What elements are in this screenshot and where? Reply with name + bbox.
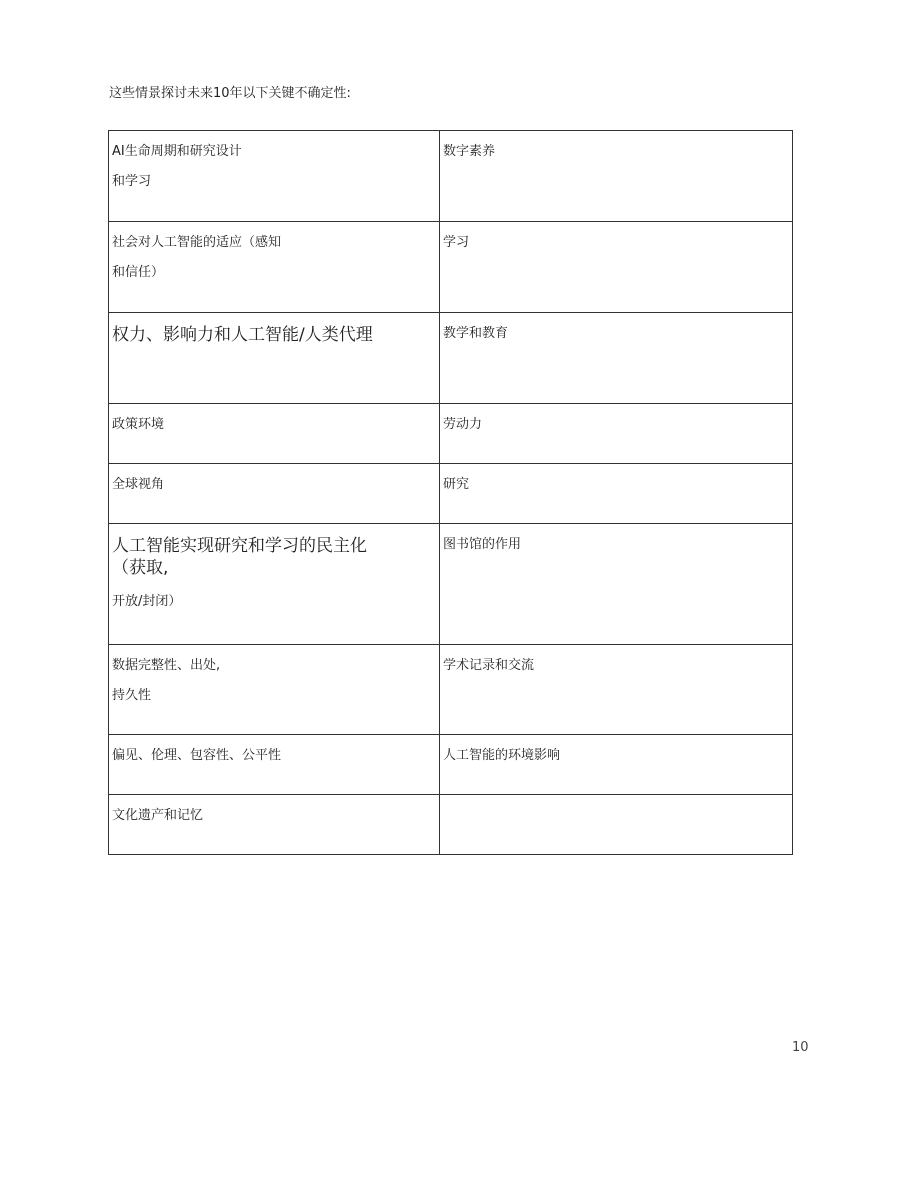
cell-line: 社会对人工智能的适应（感知 [112,235,282,250]
table-cell [109,131,440,222]
cell-line: 图书馆的作用 [443,537,522,552]
table-cell [440,404,793,464]
cell-line: 持久性 [112,688,152,703]
cell-line: 全球视角 [112,477,165,492]
cell-line: 学术记录和交流 [443,658,535,673]
table-cell [440,645,793,735]
table-cell [440,735,793,795]
table-row [109,645,793,735]
table-cell [109,735,440,795]
table-cell [440,464,793,524]
cell-line: 人工智能实现研究和学习的民主化 [112,536,367,556]
table-row [109,313,793,404]
page-number: 10 [792,1040,809,1055]
cell-line: 劳动力 [443,417,483,432]
table-cell [109,645,440,735]
table-cell [109,404,440,464]
cell-line: 和信任） [112,265,165,280]
cell-line: AI生命周期和研究设计 [112,144,242,159]
cell-line: 研究 [443,477,470,492]
table-cell [109,313,440,404]
cell-line: 人工智能的环境影响 [443,748,561,763]
table-row [109,404,793,464]
table-cell [109,222,440,313]
table-row [109,524,793,645]
cell-line: 数字素养 [443,144,496,159]
cell-line: 教学和教育 [443,326,509,341]
table-row [109,735,793,795]
cell-line: 学习 [443,235,470,250]
cell-line: 和学习 [112,174,152,189]
table-row [109,222,793,313]
uncertainties-table [108,130,793,855]
table-cell [109,524,440,645]
table-cell [440,131,793,222]
cell-line: 政策环境 [112,417,165,432]
table-row [109,795,793,855]
cell-line: （获取, [112,558,169,578]
cell-line: 数据完整性、出处, [112,658,221,673]
table-cell [109,795,440,855]
intro-text: 这些情景探讨未来10年以下关键不确定性: [109,86,351,101]
cell-line: 文化遗产和记忆 [112,808,204,823]
cell-line: 偏见、伦理、包容性、公平性 [112,748,282,763]
table-row [109,464,793,524]
table-row [109,131,793,222]
cell-line: 权力、影响力和人工智能/人类代理 [112,325,373,345]
table-cell [440,222,793,313]
cell-line: 开放/封闭） [112,594,182,609]
table-cell [440,795,793,855]
table-cell [440,313,793,404]
table-cell [109,464,440,524]
table-cell [440,524,793,645]
